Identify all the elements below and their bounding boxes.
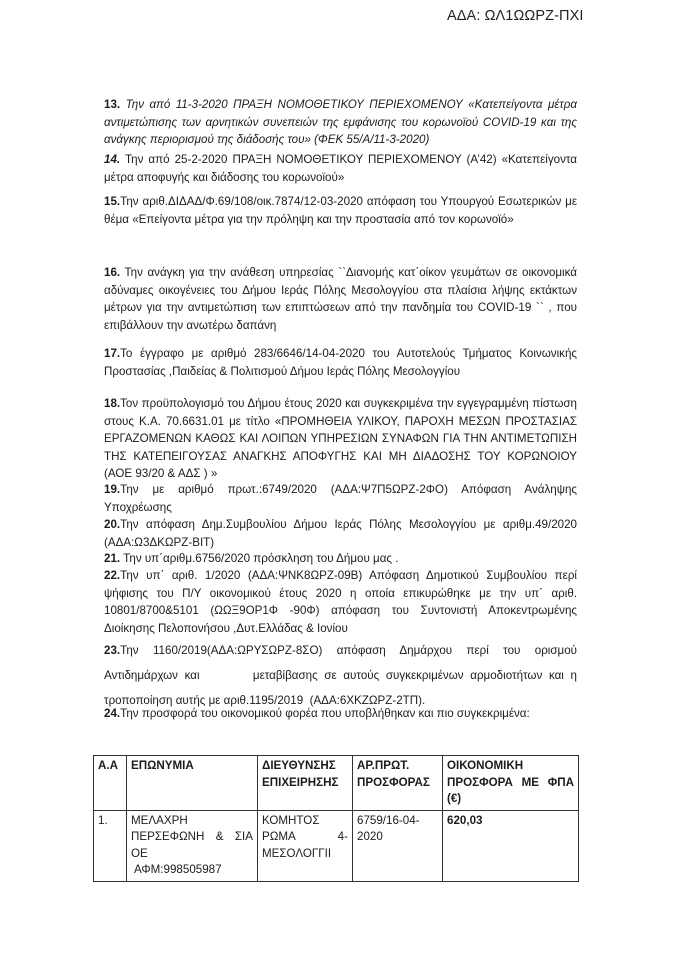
table-header-row — [94, 756, 579, 811]
item-number: 18. — [104, 397, 121, 410]
item-17 — [104, 345, 577, 380]
item-22 — [104, 567, 577, 637]
company-afm: ΑΦΜ:998505987 — [134, 863, 222, 876]
item-14 — [104, 151, 577, 186]
cell-aa: 1. — [94, 810, 127, 881]
header-protocol: ΑΡ.ΠΡΩΤ. ΠΡΟΣΦΟΡΑΣ — [353, 756, 443, 811]
item-number: 14. — [104, 153, 121, 166]
ada-identifier: ΑΔΑ: ΩΛ1ΩΩΡΖ-ΠΧΙ — [447, 8, 584, 24]
item-20 — [104, 516, 577, 551]
item-number: 21. — [104, 552, 121, 565]
company-name: ΜΕΛΑΧΡΗ ΠΕΡΣΕΦΩΝΗ & ΣΙΑ ΟΕ — [131, 813, 253, 860]
item-13 — [104, 96, 577, 149]
item-number: 23. — [104, 644, 121, 657]
cell-address: ΚΟΜΗΤΟΣ ΡΩΜΑ 4-ΜΕΣΟΛΟΓΓΙΙ — [258, 810, 353, 881]
item-number: 16. — [104, 266, 121, 279]
item-number: 17. — [104, 347, 121, 360]
item-text: Το έγγραφο με αριθμό 283/6646/14-04-2020 του Αυτοτελούς Τμήματος Κοινωνικής Προστασίας ,Παιδείας & Πολιτισμού Δήμου Ιεράς Πόλης Μεσολογγίου — [104, 347, 577, 378]
cell-name — [127, 810, 258, 881]
cell-offer: 620,03 — [443, 810, 579, 881]
item-18 — [104, 395, 577, 483]
item-text: Την προσφορά του οικονομικού φορέα που υποβλήθηκαν και πιο συγκεκριμένα: — [120, 707, 530, 720]
header-address: ΔΙΕΥΘΥΝΣΗΣ ΕΠΙΧΕΙΡΗΣΗΣ — [258, 756, 353, 811]
item-number: 24. — [104, 707, 121, 720]
item-text: Τον προϋπολογισμό του Δήμου έτους 2020 και συγκεκριμένα την εγγεγραμμένη πίστωση στους Κ.Α. 70.6631.01 με τίτλο «ΠΡΟΜΗΘΕΙΑ ΥΛΙΚΟΥ, ΠΑΡΟΧΗ ΜΕΣΩΝ ΠΡΟΣΤΑΣΙΑΣ ΕΡΓΑΖΟΜΕΝΩΝ ΚΑΘΩΣ ΚΑΙ ΛΟΙΠΩΝ ΥΠΗΡΕΣΙΩΝ ΣΥΝΑΦΩΝ ΓΙΑ ΤΗΝ ΑΝΤΙΜΕΤΩΠΙΣΗ ΤΗΣ ΚΑΤΕΠΕΙΓΟΥΣΑΣ ΑΝΑΓΚΗΣ ΑΠΟΦΥΓΗΣ ΚΑΙ ΜΗ ΔΙΑΔΟΣΗΣ ΤΟΥ ΚΟΡΩΝΟΙΟΥ (ΑΟΕ 93/20 & ΑΔΣ ) » — [104, 397, 577, 481]
item-24 — [104, 705, 577, 723]
item-number: 15. — [104, 195, 121, 208]
item-number: 19. — [104, 483, 121, 496]
item-text: Την υπ΄αριθμ.6756/2020 πρόσκληση του Δήμου μας . — [120, 552, 399, 565]
item-number: 22. — [104, 569, 121, 582]
cell-protocol: 6759/16-04-2020 — [353, 810, 443, 881]
header-aa: Α.Α — [94, 756, 127, 811]
item-19 — [104, 481, 577, 516]
item-21 — [104, 550, 577, 568]
item-text: Την με αριθμό πρωτ.:6749/2020 (ΑΔΑ:Ψ7Π5ΩΡΖ-2ΦΟ) Απόφαση Ανάληψης Υποχρέωσης — [104, 483, 577, 514]
item-number: 13. — [104, 98, 121, 111]
table-row — [94, 810, 579, 881]
header-name: ΕΠΩΝΥΜΙΑ — [127, 756, 258, 811]
item-text: Την από 25-2-2020 ΠΡΑΞΗ ΝΟΜΟΘΕΤΙΚΟΥ ΠΕΡΙΕΧΟΜΕΝΟΥ (Α’42) «Κατεπείγοντα μέτρα αποφυγής και διάδοσης του κορωνοϊού» — [104, 153, 578, 184]
item-15 — [104, 193, 577, 228]
item-23 — [104, 638, 581, 713]
item-text: Την απόφαση Δημ.Συμβουλίου Δήμου Ιεράς Πόλης Μεσολογγίου με αριθμ.49/2020 (ΑΔΑ:Ω3ΔΚΩΡΖ-ΒΙΤ) — [104, 518, 577, 549]
item-text: Την αριθ.ΔΙΔΑΔ/Φ.69/108/οικ.7874/12-03-2020 απόφαση του Υπουργού Εσωτερικών με θέμα «Επείγοντα μέτρα για την πρόληψη και την προστασία από τον κορωνοϊό» — [104, 195, 577, 226]
item-text: Την 1160/2019(ΑΔΑ:ΩΡΥΣΩΡΖ-8ΣΟ) απόφαση Δημάρχου περί του ορισμού Αντιδημάρχων και μεταβίβασης σε αυτούς συγκεκριμένων αρμοδιοτήτων και η τροποποίηση αυτής με αριθ.1195/2019 (ΑΔΑ:6ΧΚΖΩΡΖ-2ΤΠ). — [104, 644, 581, 707]
item-text: Την υπ΄ αριθ. 1/2020 (ΑΔΑ:ΨΝΚ8ΩΡΖ-09Β) Απόφαση Δημοτικού Συμβουλίου περί ψήφισης του Π/Υ οικονομικού έτους 2020 η οποία επικυρώθηκε με την υπ΄ αριθ. 10801/8700&5101 (ΩΩΞ9ΟΡ1Φ -90Φ) απόφαση του Συντονιστή Αποκεντρωμένης Διοίκησης Πελοπονήσου ,Δυτ.Ελλάδας & Ιονίου — [104, 569, 577, 635]
item-text: Την από 11-3-2020 ΠΡΑΞΗ ΝΟΜΟΘΕΤΙΚΟΥ ΠΕΡΙΕΧΟΜΕΝΟΥ «Κατεπείγοντα μέτρα αντιμετώπισης των αρνητικών συνεπειών της εμφάνισης του κορωνοϊού COVID-19 και της ανάγκης περιορισμού της διάδοσής του» (ΦΕΚ 55/Α/11-3-2020) — [104, 98, 577, 147]
offers-table — [93, 755, 579, 882]
header-offer — [443, 756, 579, 811]
header-offer-text: ΟΙΚΟΝΟΜΙΚΗ ΠΡΟΣΦΟΡΑ ΜΕ ΦΠΑ (€) — [447, 759, 574, 805]
item-16 — [104, 264, 577, 334]
item-number: 20. — [104, 518, 121, 531]
item-text: Την ανάγκη για την ανάθεση υπηρεσίας ``Διανομής κατ΄οίκον γευμάτων σε οικονομικά αδύναμες οικογένειες του Δήμου Ιεράς Πόλης Μεσολογγίου στα πλαίσια λήψης εκτάκτων μέτρων για την αντιμετώπιση των επιπτώσεων από την πανδημία του COVID-19 `` , που επιβάλλουν την ανωτέρω δαπάνη — [104, 266, 577, 332]
